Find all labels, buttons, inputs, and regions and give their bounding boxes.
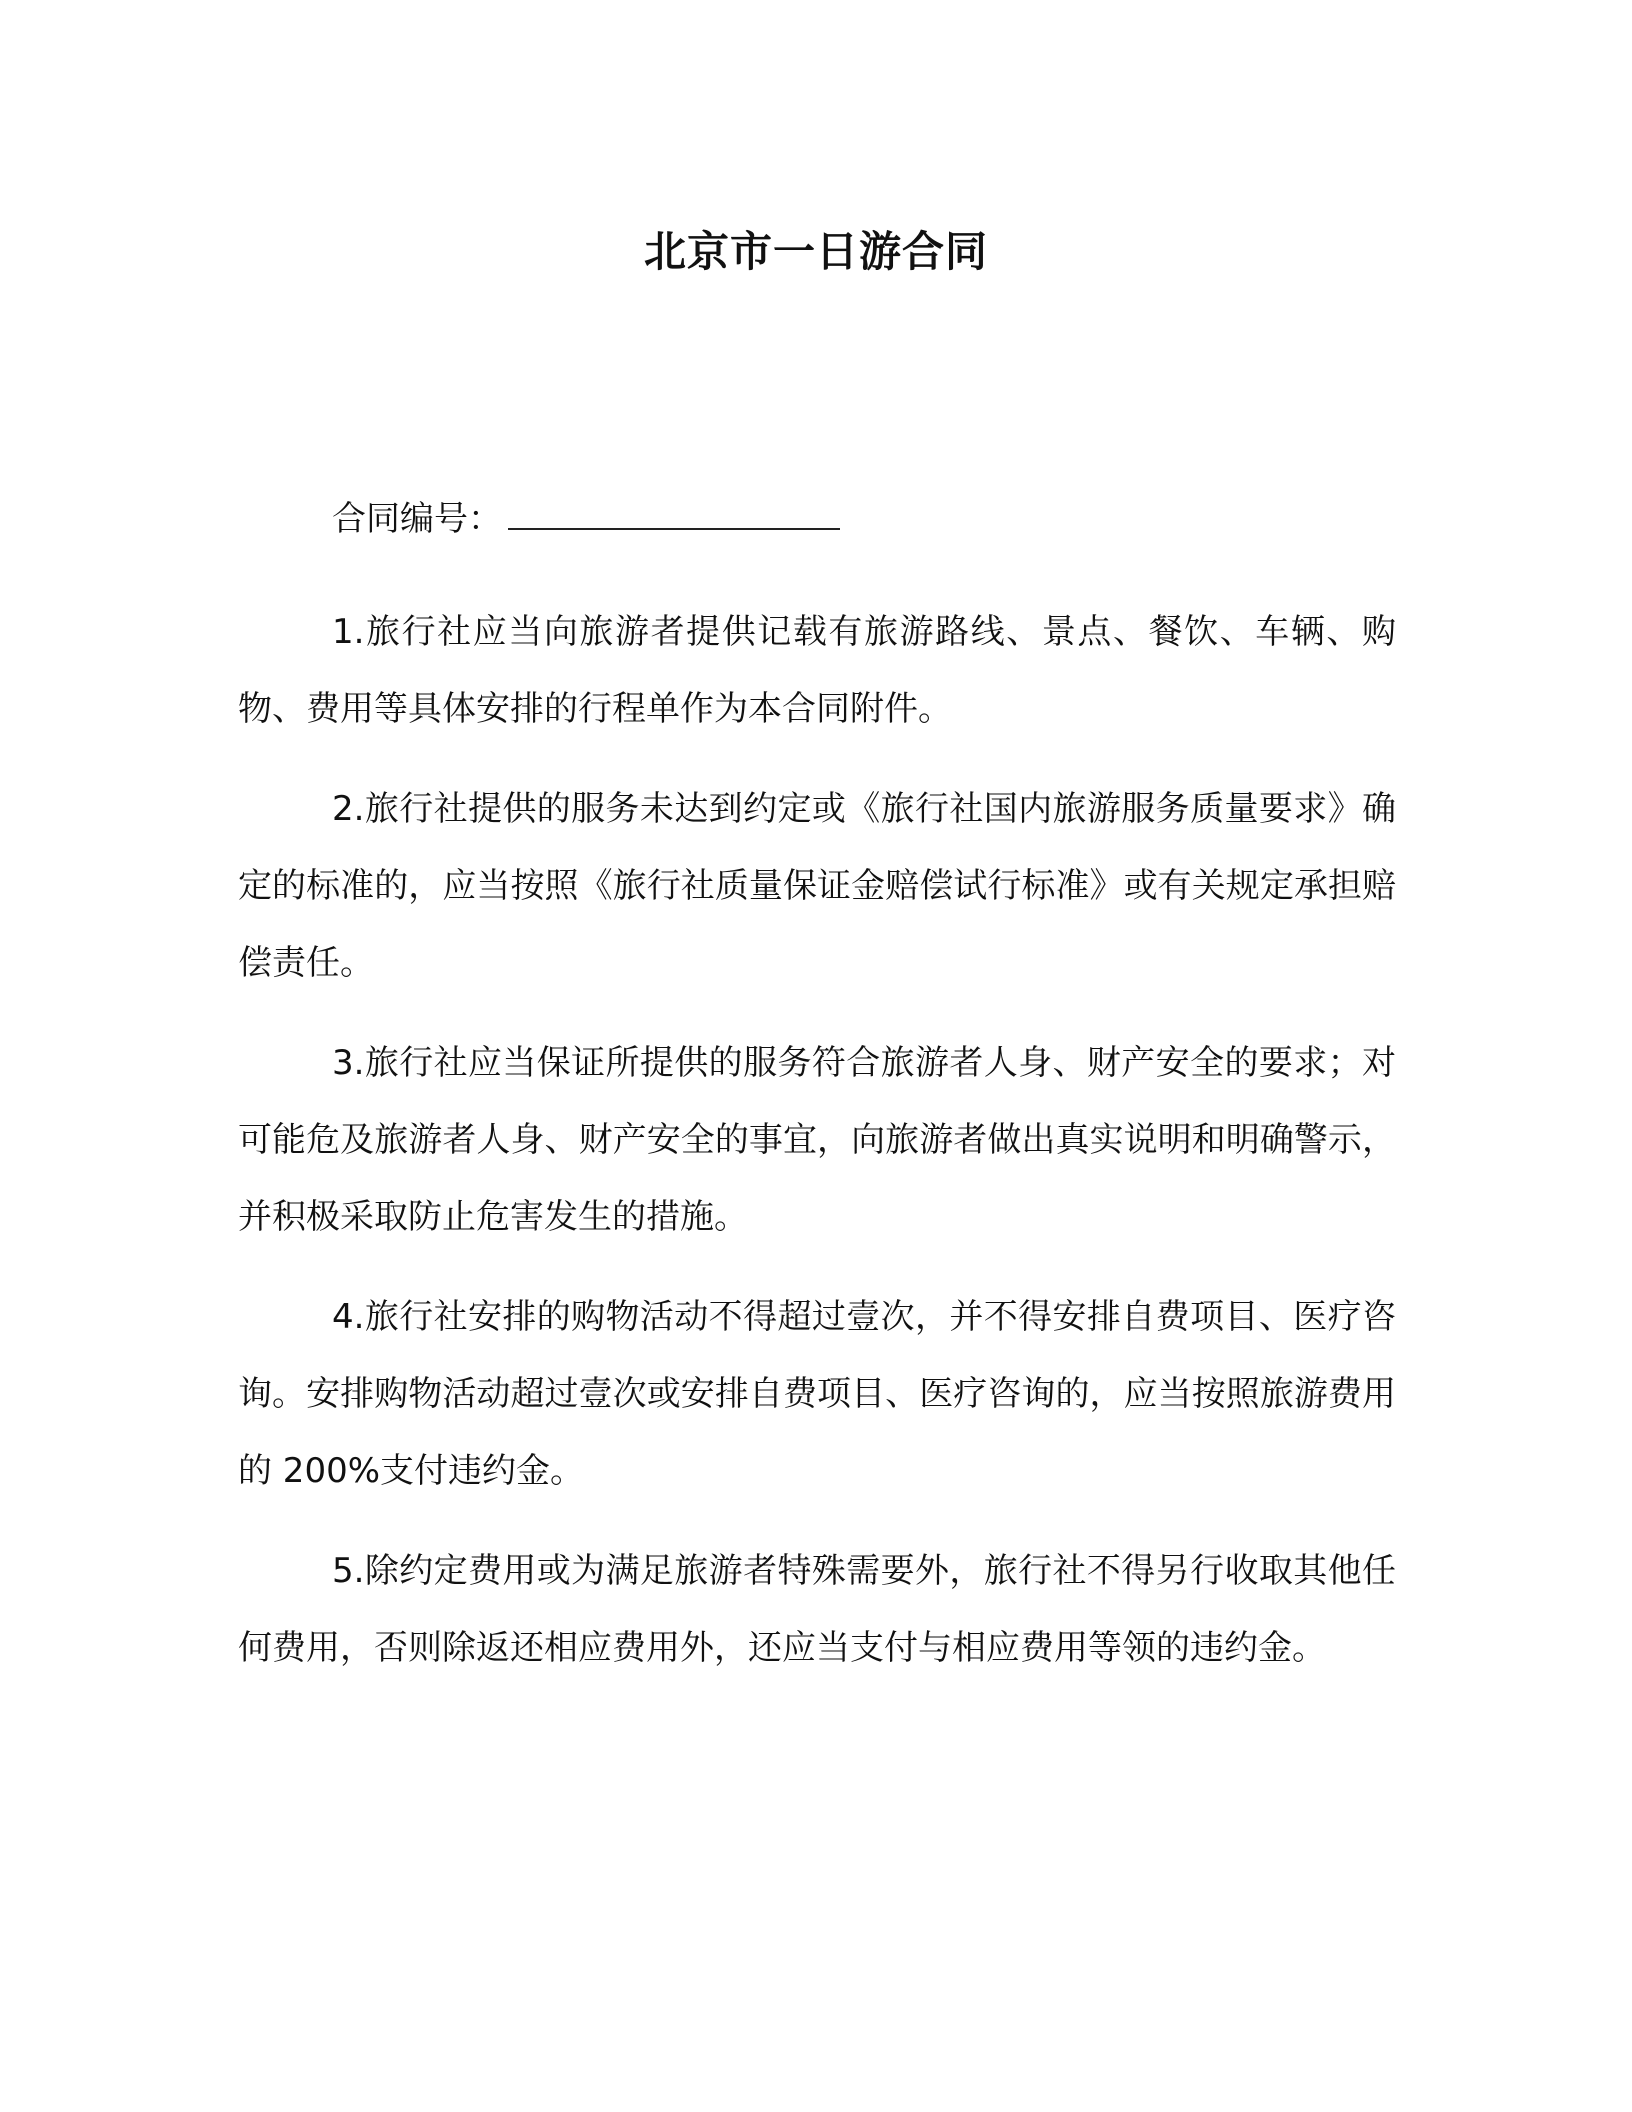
clause-2: 2.旅行社提供的服务未达到约定或《旅行社国内旅游服务质量要求》确定的标准的，应当按照《旅行社质量保证金赔偿试行标准》或有关规定承担赔偿责任。	[238, 789, 1396, 983]
clause-5: 5.除约定费用或为满足旅游者特殊需要外，旅行社不得另行收取其他任何费用，否则除返还相应费用外，还应当支付与相应费用等领的违约金。	[238, 1551, 1396, 1668]
contract-number-blank[interactable]	[508, 492, 840, 530]
document-title: 北京市一日游合同	[643, 227, 988, 276]
contract-number-line	[332, 492, 840, 544]
clause-3: 3.旅行社应当保证所提供的服务符合旅游者人身、财产安全的要求；对可能危及旅游者人身、财产安全的事宜，向旅游者做出真实说明和明确警示，并积极采取防止危害发生的措施。	[238, 1043, 1396, 1237]
clause-list	[238, 594, 1396, 1710]
contract-number-label: 合同编号：	[332, 499, 502, 539]
clause-1: 1.旅行社应当向旅游者提供记载有旅游路线、景点、餐饮、车辆、购物、费用等具体安排的行程单作为本合同附件。	[238, 612, 1396, 729]
clause-4: 4.旅行社安排的购物活动不得超过壹次，并不得安排自费项目、医疗咨询。安排购物活动超过壹次或安排自费项目、医疗咨询的，应当按照旅游费用的 200%支付违约金。	[238, 1297, 1396, 1491]
